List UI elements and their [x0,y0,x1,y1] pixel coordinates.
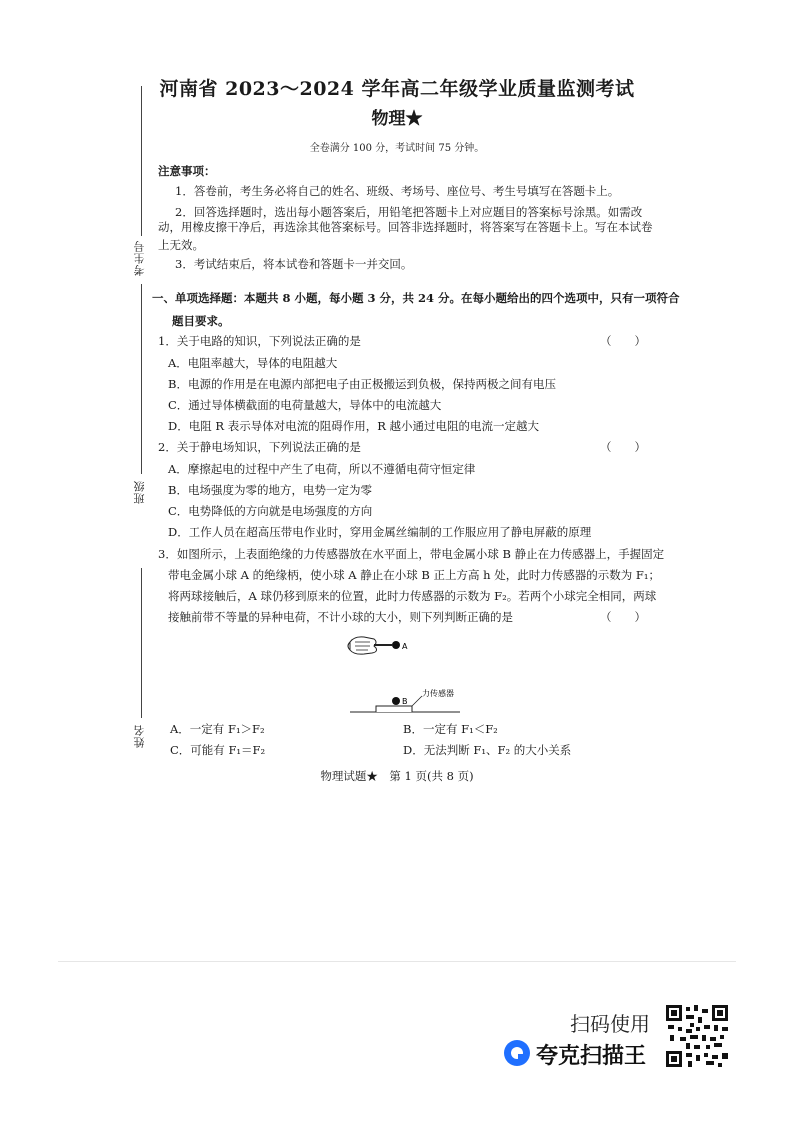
binding-line-mid [141,284,142,474]
ball-b-label: B [402,697,408,706]
subject-title: 物理★ [371,109,423,129]
q2-option-c: C．电势降低的方向就是电场强度的方向 [168,504,373,518]
notice-item: 3．考试结束后，将本试卷和答题卡一并交回。 [175,257,413,271]
q3-figure [340,630,470,720]
q1-option-d: D．电阻 R 表示导体对电流的阻碍作用，R 越小通过电阻的电流一定越大 [168,419,540,433]
notice-heading: 注意事项： [158,164,216,178]
question-3-line: 带电金属小球 A 的绝缘柄，使小球 A 静止在小球 B 正上方高 h 处，此时力传感器的示数为 F₁； [168,568,660,582]
exam-number-label: 考生号 [133,240,146,276]
section-heading: 一、单项选择题：本题共 8 小题，每小题 3 分，共 24 分。在每小题给出的四个选项中，只有一项符合 [152,291,680,305]
ball-a [392,641,400,649]
exam-title: 河南省 2023～2024 学年高二年级学业质量监测考试 [159,78,635,100]
q1-option-a: A．电阻率越大，导体的电阻越大 [168,356,338,370]
sensor-label: 力传感器 [422,689,454,698]
notice-item: 2．回答选择题时，选出每小题答案后，用铅笔把答题卡上对应题目的答案标号涂黑。如需改 [175,205,643,219]
answer-paren: （ ） [600,440,646,454]
q3-option-a: A．一定有 F₁＞F₂ [170,722,265,736]
name-label: 姓名 [133,724,146,748]
question-3-line: 接触前带不等量的异种电荷，不计小球的大小，则下列判断正确的是 [168,610,513,624]
scan-label: 扫码使用 [570,1012,650,1036]
q1-option-b: B．电源的作用是在电源内部把电子由正极搬运到负极，保持两极之间有电压 [168,377,556,391]
sensor-pointer [412,696,422,706]
q3-option-c: C．可能有 F₁＝F₂ [170,743,266,757]
section-heading-cont: 题目要求。 [172,314,230,328]
question-3-line: 3．如图所示，上表面绝缘的力传感器放在水平面上，带电金属小球 B 静止在力传感器上，手握固定 [158,547,665,561]
binding-line-low [141,568,142,718]
class-label: 班级 [133,480,146,504]
answer-paren: （ ） [600,610,646,624]
q3-option-b: B．一定有 F₁＜F₂ [403,722,498,736]
notice-item: 上无效。 [158,238,204,252]
answer-paren: （ ） [600,334,646,348]
q2-option-b: B．电场强度为零的地方，电势一定为零 [168,483,372,497]
question-2-stem: 2．关于静电场知识，下列说法正确的是 [158,440,361,454]
scanner-logo-icon [504,1040,530,1066]
question-1-stem: 1．关于电路的知识，下列说法正确的是 [158,334,361,348]
score-note: 全卷满分 100 分，考试时间 75 分钟。 [309,143,485,154]
ball-b [392,697,400,705]
page-footer: 物理试题★ 第 1 页(共 8 页) [320,769,474,783]
q2-option-d: D．工作人员在超高压带电作业时，穿用金属丝编制的工作服应用了静电屏蔽的原理 [168,525,592,539]
hand-icon [348,637,377,654]
question-3-line: 将两球接触后，A 球仍移到原来的位置，此时力传感器的示数为 F₂。若两个小球完全相同，两球 [168,589,657,603]
divider [58,961,736,962]
q1-option-c: C．通过导体横截面的电荷量越大，导体中的电流越大 [168,398,442,412]
force-sensor [376,706,412,712]
q3-option-d: D．无法判断 F₁、F₂ 的大小关系 [403,743,572,757]
q2-option-a: A．摩擦起电的过程中产生了电荷，所以不遵循电荷守恒定律 [168,462,476,476]
scanner-brand: 夸克扫描王 [536,1044,647,1069]
notice-item: 1．答卷前，考生务必将自己的姓名、班级、考场号、座位号、考生号填写在答题卡上。 [175,184,620,198]
ball-a-label: A [402,642,408,651]
qr-code-icon[interactable] [666,1005,728,1067]
notice-item: 动，用橡皮擦干净后，再选涂其他答案标号。回答非选择题时，将答案写在答题卡上。写在本试卷 [158,220,653,234]
